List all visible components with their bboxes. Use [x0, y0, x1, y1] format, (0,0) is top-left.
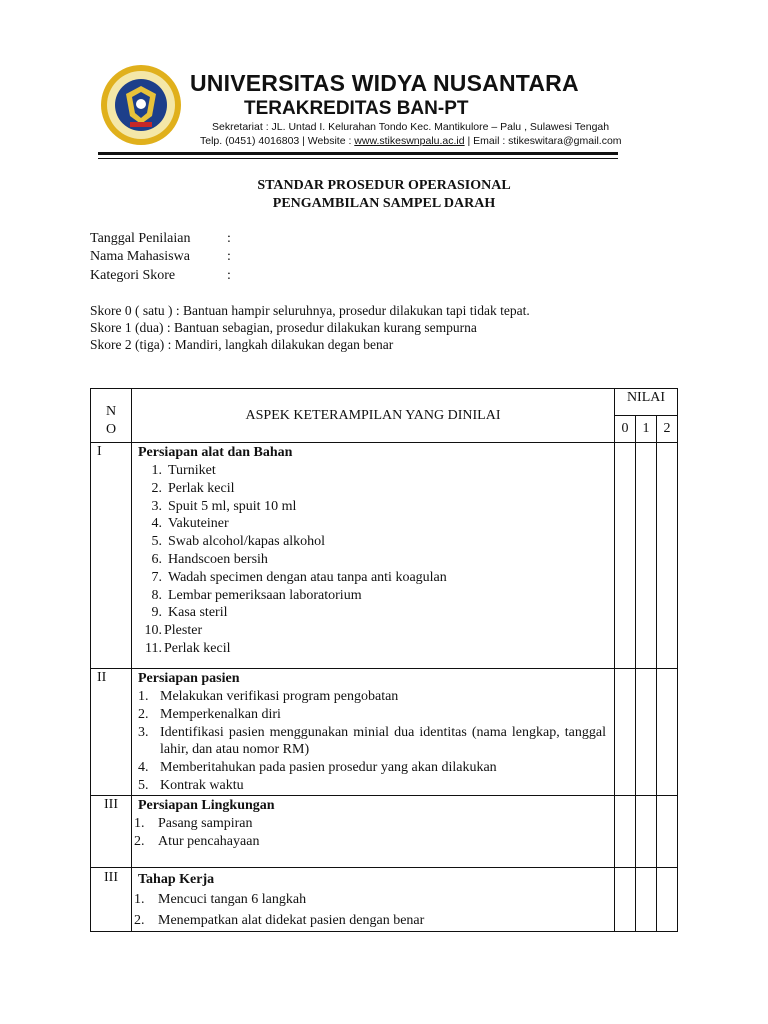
field-colon: :: [227, 249, 231, 264]
address: Sekretariat : JL. Untad I. Kelurahan Tondo Kec. Mantikulore – Palu , Sulawesi Tengah: [212, 121, 610, 133]
score-header-0: 0: [615, 416, 636, 443]
email-text: stikeswitara@gmail.com: [508, 135, 622, 147]
aspek-header: ASPEK KETERAMPILAN YANG DINILAI: [132, 389, 615, 443]
section-title: Persiapan Lingkungan: [138, 797, 275, 813]
list-item: 1. Turniket: [151, 463, 216, 478]
list-item: 5. Kontrak waktu: [138, 777, 244, 793]
section-title: Persiapan pasien: [138, 671, 240, 686]
list-item: 2. Atur pencahayaan: [134, 833, 260, 849]
list-item: 1. Mencuci tangan 6 langkah: [134, 891, 307, 907]
list-item: 2. Memperkenalkan diri: [138, 706, 281, 722]
nilai-header: NILAI: [615, 389, 678, 416]
section-number: I: [91, 443, 132, 669]
list-item: 7. Wadah specimen dengan atau tanpa anti koagulan: [151, 569, 447, 585]
list-item: 1. Melakukan verifikasi program pengobatan: [138, 689, 399, 704]
field-colon: :: [227, 231, 231, 246]
field-colon: :: [227, 268, 231, 283]
section-number: III: [91, 795, 132, 867]
score-cell-1[interactable]: [636, 669, 657, 796]
document-title: STANDAR PROSEDUR OPERASIONAL: [257, 178, 511, 193]
list-item: 11. Perlak kecil: [145, 640, 231, 656]
table-row: [91, 443, 678, 669]
university-name: UNIVERSITAS WIDYA NUSANTARA: [190, 70, 579, 96]
score-cell-0[interactable]: [615, 669, 636, 796]
list-item: 10. Plester: [144, 623, 203, 639]
field-label: Kategori Skore: [90, 268, 176, 283]
no-header: N O: [91, 389, 132, 443]
score-header-2: 2: [657, 416, 678, 443]
list-item: 3. Identifikasi pasien menggunakan minial dua identitas (nama lengkap, tanggal lahir, dan atau nomor RM): [138, 724, 606, 758]
section-cell: [132, 795, 615, 867]
assessment-table: [90, 388, 678, 932]
list-item: 6. Handscoen bersih: [151, 551, 268, 567]
list-item: 2. Perlak kecil: [151, 480, 235, 496]
score-cell-1[interactable]: [636, 867, 657, 931]
header-divider-thin: [98, 158, 618, 159]
score-cell-2[interactable]: [657, 669, 678, 796]
list-item: 1. Pasang sampiran: [134, 815, 253, 831]
table-row: [91, 795, 678, 867]
section-title: Persiapan alat dan Bahan: [138, 445, 293, 460]
score-header-1: 1: [636, 416, 657, 443]
skore-line: Skore 2 (tiga) : Mandiri, langkah dilakukan degan benar: [90, 337, 394, 352]
field-label: Tanggal Penilaian: [90, 231, 191, 246]
section-cell: [132, 867, 615, 931]
section-number: II: [91, 669, 132, 796]
skore-line: Skore 1 (dua) : Bantuan sebagian, prosedur dilakukan kurang sempurna: [90, 320, 477, 335]
score-cell-0[interactable]: [615, 795, 636, 867]
section-number: III: [91, 867, 132, 931]
table-row: [91, 669, 678, 796]
score-cell-1[interactable]: [636, 795, 657, 867]
field-label: Nama Mahasiswa: [90, 249, 190, 264]
document-subtitle: PENGAMBILAN SAMPEL DARAH: [272, 196, 496, 211]
list-item: 8. Lembar pemeriksaan laboratorium: [151, 587, 362, 603]
score-cell-2[interactable]: [657, 867, 678, 931]
contact-line: Telp. (0451) 4016803 | Website : www.stikeswnpalu.ac.id | Email : stikeswitara@gmail.com: [200, 135, 622, 147]
list-item: 3. Spuit 5 ml, spuit 10 ml: [151, 498, 297, 514]
skore-line: Skore 0 ( satu ) : Bantuan hampir seluruhnya, prosedur dilakukan tapi tidak tepat.: [90, 303, 530, 318]
university-seal-logo: [100, 64, 182, 146]
score-cell-0[interactable]: [615, 867, 636, 931]
section-cell: [132, 669, 615, 796]
list-item: 5. Swab alcohol/kapas alkohol: [151, 534, 326, 550]
score-cell-2[interactable]: [657, 795, 678, 867]
score-cell-2[interactable]: [657, 443, 678, 669]
score-cell-1[interactable]: [636, 443, 657, 669]
list-item: 4. Memberitahukan pada pasien prosedur yang akan dilakukan: [138, 760, 497, 776]
accreditation: TERAKREDITAS BAN-PT: [244, 98, 469, 119]
section-cell: [132, 443, 615, 669]
list-item: 2. Menempatkan alat didekat pasien dengan benar: [134, 912, 425, 928]
table-row: [91, 867, 678, 931]
score-cell-0[interactable]: [615, 443, 636, 669]
list-item: 4. Vakuteiner: [151, 516, 229, 532]
list-item: 9. Kasa steril: [151, 605, 228, 621]
header-divider-thick: [98, 152, 618, 155]
section-title: Tahap Kerja: [138, 871, 215, 887]
website-link[interactable]: www.stikeswnpalu.ac.id: [354, 135, 465, 147]
